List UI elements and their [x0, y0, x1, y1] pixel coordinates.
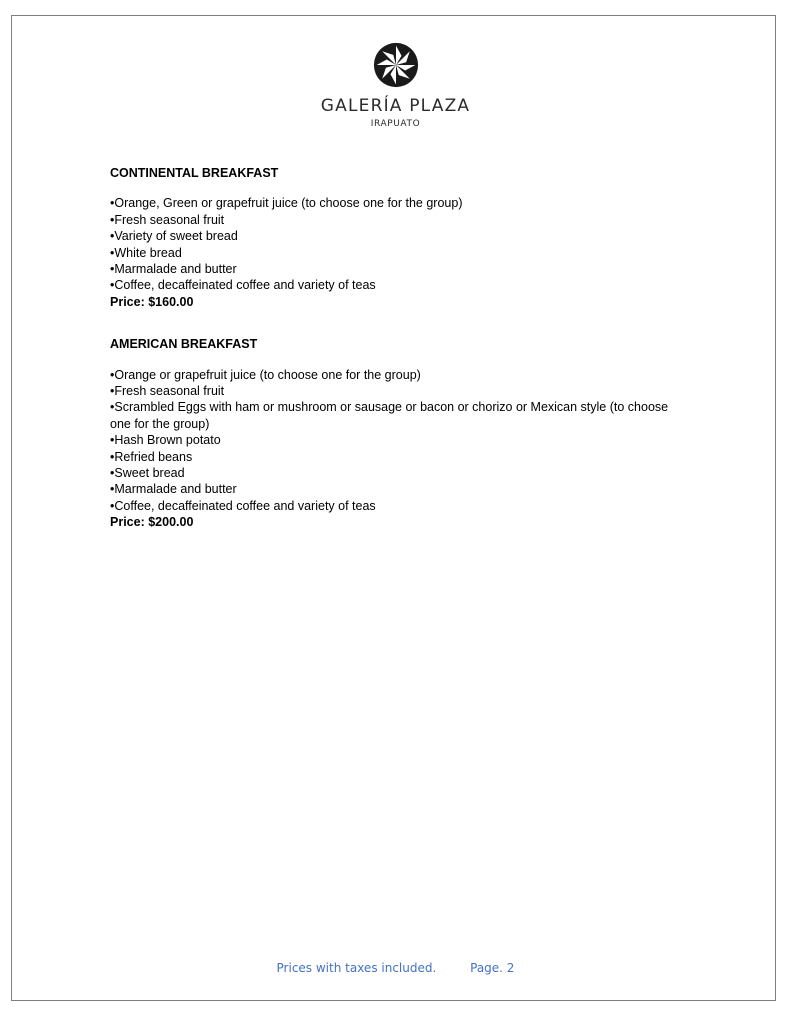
- list-item: •Marmalade and butter: [110, 482, 237, 497]
- list-item: •Sweet bread: [110, 466, 185, 481]
- price-label: Price: $160.00: [110, 294, 194, 309]
- price-label: Price: $200.00: [110, 515, 194, 530]
- item-list: [110, 367, 670, 531]
- footer-note: Prices with taxes included.: [276, 961, 437, 975]
- list-item: •Orange, Green or grapefruit juice (to choose one for the group): [110, 196, 463, 211]
- page-number: Page. 2: [470, 961, 515, 975]
- brand-name: GALERÍA PLAZA: [320, 96, 471, 116]
- list-item: •Coffee, decaffeinated coffee and variety of teas: [110, 498, 376, 513]
- list-item: •Fresh seasonal fruit: [110, 212, 225, 227]
- list-item: •Hash Brown potato: [110, 433, 221, 448]
- list-item: •White bread: [110, 245, 182, 260]
- list-item: •Refried beans: [110, 449, 193, 464]
- list-item: •Coffee, decaffeinated coffee and variety of teas: [110, 278, 376, 293]
- menu-section-american: [110, 336, 670, 530]
- menu-content: [110, 165, 670, 531]
- list-item: •Fresh seasonal fruit: [110, 384, 225, 399]
- section-title: CONTINENTAL BREAKFAST: [110, 166, 279, 180]
- menu-section-continental: [110, 165, 670, 310]
- list-item: •Marmalade and butter: [110, 262, 237, 277]
- list-item: •Orange or grapefruit juice (to choose one for the group): [110, 367, 421, 382]
- page-footer: [0, 961, 791, 975]
- list-item: •Scrambled Eggs with ham or mushroom or sausage or bacon or chorizo or Mexican style (to choose one for the group): [110, 400, 669, 431]
- item-list: [110, 195, 670, 310]
- section-title: AMERICAN BREAKFAST: [110, 337, 258, 352]
- geometric-star-logo-icon: [373, 42, 419, 88]
- brand-logo: [0, 42, 791, 130]
- list-item: •Variety of sweet bread: [110, 229, 238, 244]
- brand-city: IRAPUATO: [370, 119, 421, 129]
